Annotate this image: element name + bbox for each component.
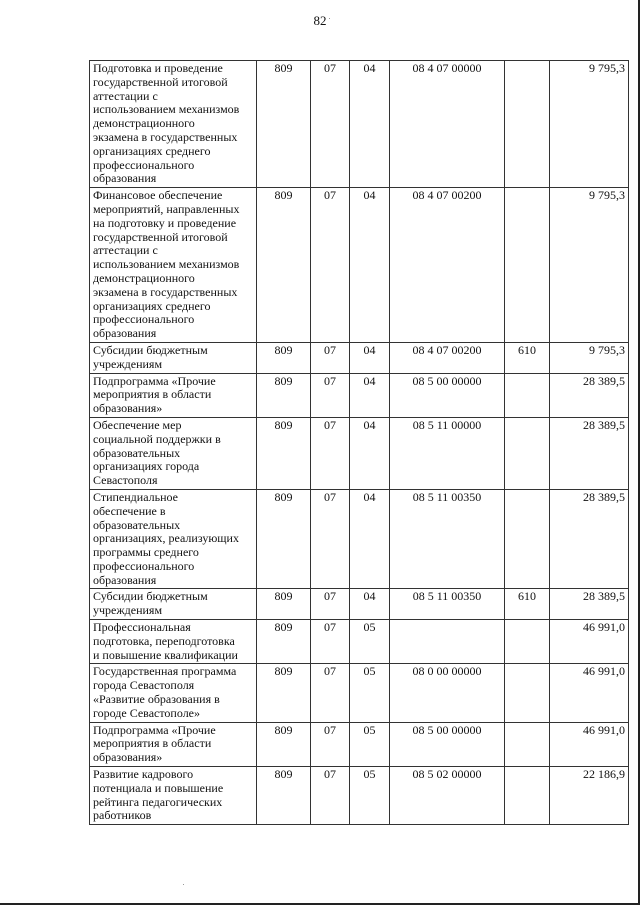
name-line: Подготовка и проведение — [93, 61, 223, 75]
ministry-code-cell: 809 — [257, 767, 311, 825]
expense-type-cell — [505, 188, 550, 343]
subsection-code-cell: 04 — [350, 489, 390, 589]
section-code-cell: 07 — [311, 188, 350, 343]
expense-name-cell — [90, 722, 257, 766]
target-article-cell: 08 5 11 00000 — [390, 417, 505, 489]
target-article-cell: 08 4 07 00000 — [390, 61, 505, 188]
section-code-cell: 07 — [311, 664, 350, 722]
scan-speck — [329, 18, 330, 19]
amount-cell: 28 389,5 — [550, 489, 629, 589]
amount-cell: 9 795,3 — [550, 188, 629, 343]
ministry-code-cell: 809 — [257, 373, 311, 417]
name-line: Финансовое обеспечение — [93, 188, 223, 203]
section-code-cell: 07 — [311, 373, 350, 417]
ministry-code-cell: 809 — [257, 188, 311, 343]
subsection-code-cell: 04 — [350, 373, 390, 417]
amount-cell: 22 186,9 — [550, 767, 629, 825]
subsection-code-cell: 05 — [350, 620, 390, 664]
expense-type-cell — [505, 61, 550, 188]
amount-cell: 9 795,3 — [550, 342, 629, 373]
expense-name-cell — [90, 417, 257, 489]
name-line: государственной итоговой — [93, 229, 228, 244]
ministry-code-cell: 809 — [257, 589, 311, 620]
expense-name-cell — [90, 342, 257, 373]
name-line: организациях, реализующих — [93, 531, 239, 546]
name-line: профессионального — [93, 157, 195, 172]
ministry-code-cell: 809 — [257, 342, 311, 373]
table-row — [90, 722, 629, 766]
name-line: обеспечение в — [93, 503, 166, 518]
scan-speck — [183, 884, 184, 885]
table-row — [90, 767, 629, 825]
page-number: 82 — [313, 13, 327, 28]
expense-name-cell — [90, 188, 257, 343]
name-line: образовательных — [93, 517, 181, 532]
amount-cell: 46 991,0 — [550, 722, 629, 766]
table-row — [90, 188, 629, 343]
table-row — [90, 589, 629, 620]
name-line: организациях города — [93, 459, 200, 474]
name-line: Севастополя — [93, 473, 158, 488]
subsection-code-cell: 05 — [350, 722, 390, 766]
target-article-cell — [390, 620, 505, 664]
expense-type-cell — [505, 489, 550, 589]
name-line: экзамена в государственных — [93, 284, 238, 299]
name-line: демонстрационного — [93, 116, 195, 131]
table-row — [90, 342, 629, 373]
table-row — [90, 489, 629, 589]
expense-name-cell — [90, 664, 257, 722]
name-line: образования» — [93, 401, 163, 416]
subsection-code-cell: 04 — [350, 188, 390, 343]
name-line: мероприятия в области — [93, 387, 212, 402]
target-article-cell: 08 5 00 00000 — [390, 373, 505, 417]
amount-cell: 28 389,5 — [550, 417, 629, 489]
name-line: Подпрограмма «Прочие — [93, 373, 216, 388]
amount-cell: 46 991,0 — [550, 664, 629, 722]
name-line: организациях среднего — [93, 143, 211, 158]
name-line: образования» — [93, 750, 163, 765]
section-code-cell: 07 — [311, 722, 350, 766]
name-line: государственной итоговой — [93, 74, 228, 89]
name-line: образовательных — [93, 445, 181, 460]
name-line: Субсидии бюджетным — [93, 342, 208, 357]
table-row — [90, 61, 629, 188]
name-line: Обеспечение мер — [93, 417, 182, 432]
target-article-cell: 08 4 07 00200 — [390, 342, 505, 373]
name-line: профессионального — [93, 558, 195, 573]
name-line: аттестации с — [93, 88, 158, 103]
expense-type-cell — [505, 664, 550, 722]
name-line: социальной поддержки в — [93, 431, 221, 446]
name-line: экзамена в государственных — [93, 129, 238, 144]
name-line: на подготовку и проведение — [93, 215, 237, 230]
name-line: Профессиональная — [93, 620, 191, 635]
amount-cell: 46 991,0 — [550, 620, 629, 664]
amount-cell: 28 389,5 — [550, 589, 629, 620]
name-line: учреждениям — [93, 356, 163, 371]
subsection-code-cell: 04 — [350, 417, 390, 489]
expense-name-cell — [90, 767, 257, 825]
name-line: мероприятия в области — [93, 736, 212, 751]
table-row — [90, 417, 629, 489]
amount-cell: 28 389,5 — [550, 373, 629, 417]
ministry-code-cell: 809 — [257, 61, 311, 188]
expense-name-cell — [90, 489, 257, 589]
name-line: потенциала и повышение — [93, 780, 224, 795]
target-article-cell: 08 0 00 00000 — [390, 664, 505, 722]
name-line: программы среднего — [93, 545, 199, 560]
name-line: Развитие кадрового — [93, 767, 194, 782]
section-code-cell: 07 — [311, 620, 350, 664]
subsection-code-cell: 04 — [350, 589, 390, 620]
table-row — [90, 620, 629, 664]
subsection-code-cell: 05 — [350, 664, 390, 722]
section-code-cell: 07 — [311, 767, 350, 825]
name-line: Подпрограмма «Прочие — [93, 722, 216, 737]
name-line: рейтинга педагогических — [93, 794, 223, 809]
expense-type-cell — [505, 767, 550, 825]
name-line: Государственная программа — [93, 664, 237, 679]
name-line: организациях среднего — [93, 298, 211, 313]
target-article-cell: 08 5 02 00000 — [390, 767, 505, 825]
budget-table — [89, 60, 629, 825]
subsection-code-cell: 05 — [350, 767, 390, 825]
ministry-code-cell: 809 — [257, 722, 311, 766]
name-line: работников — [93, 808, 152, 823]
section-code-cell: 07 — [311, 61, 350, 188]
target-article-cell: 08 4 07 00200 — [390, 188, 505, 343]
expense-type-cell — [505, 373, 550, 417]
name-line: образования — [93, 171, 157, 186]
name-line: городе Севастополе» — [93, 705, 201, 720]
name-line: города Севастополя — [93, 678, 195, 693]
name-line: демонстрационного — [93, 270, 195, 285]
name-line: профессионального — [93, 312, 195, 327]
expense-type-cell — [505, 620, 550, 664]
section-code-cell: 07 — [311, 417, 350, 489]
name-line: аттестации с — [93, 243, 158, 258]
table-row — [90, 373, 629, 417]
name-line: «Развитие образования в — [93, 692, 220, 707]
section-code-cell: 07 — [311, 342, 350, 373]
name-line: использованием механизмов — [93, 102, 240, 117]
subsection-code-cell: 04 — [350, 61, 390, 188]
amount-cell: 9 795,3 — [550, 61, 629, 188]
target-article-cell: 08 5 00 00000 — [390, 722, 505, 766]
target-article-cell: 08 5 11 00350 — [390, 489, 505, 589]
name-line: Субсидии бюджетным — [93, 589, 208, 604]
name-line: учреждениям — [93, 603, 163, 618]
ministry-code-cell: 809 — [257, 664, 311, 722]
expense-name-cell — [90, 61, 257, 188]
budget-table-body — [90, 61, 629, 825]
name-line: использованием механизмов — [93, 257, 240, 272]
name-line: и повышение квалификации — [93, 647, 238, 662]
ministry-code-cell: 809 — [257, 620, 311, 664]
target-article-cell: 08 5 11 00350 — [390, 589, 505, 620]
name-line: подготовка, переподготовка — [93, 633, 235, 648]
expense-name-cell — [90, 620, 257, 664]
expense-type-cell: 610 — [505, 589, 550, 620]
expense-name-cell — [90, 373, 257, 417]
expense-type-cell — [505, 722, 550, 766]
ministry-code-cell: 809 — [257, 489, 311, 589]
subsection-code-cell: 04 — [350, 342, 390, 373]
ministry-code-cell: 809 — [257, 417, 311, 489]
expense-name-cell — [90, 589, 257, 620]
name-line: мероприятий, направленных — [93, 201, 240, 216]
name-line: образования — [93, 326, 157, 341]
expense-type-cell — [505, 417, 550, 489]
section-code-cell: 07 — [311, 489, 350, 589]
section-code-cell: 07 — [311, 589, 350, 620]
expense-type-cell: 610 — [505, 342, 550, 373]
name-line: образования — [93, 572, 157, 587]
name-line: Стипендиальное — [93, 489, 178, 504]
table-row — [90, 664, 629, 722]
